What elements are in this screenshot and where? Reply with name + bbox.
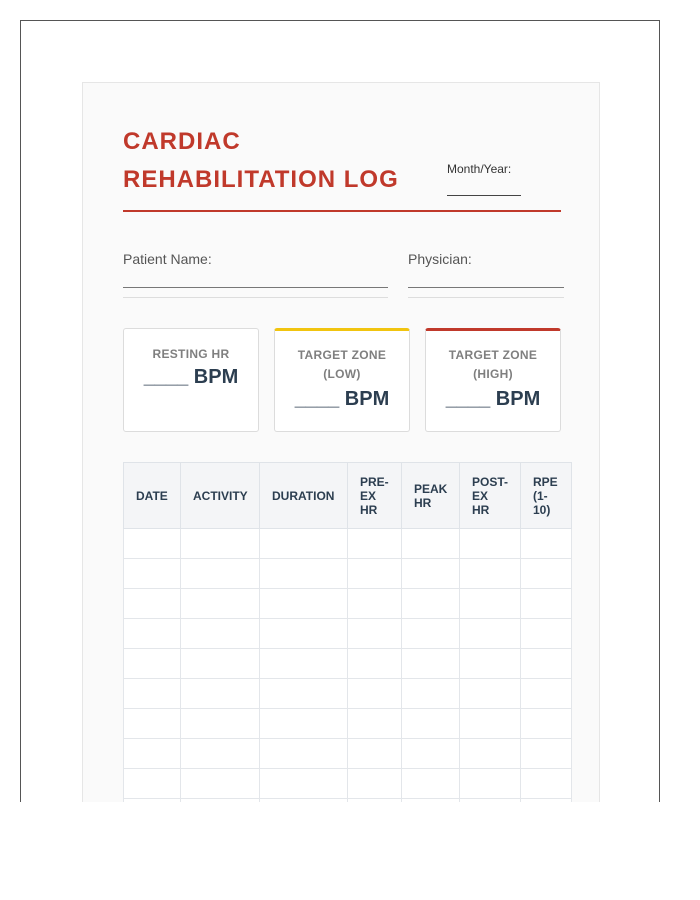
cell-pre-ex-hr[interactable] [348,769,402,799]
cell-date[interactable] [124,679,181,709]
cell-pre-ex-hr[interactable] [348,799,402,803]
cell-post-ex-hr[interactable] [460,799,521,803]
cell-peak-hr[interactable] [402,619,460,649]
cell-peak-hr[interactable] [402,739,460,769]
cell-duration[interactable] [260,769,348,799]
target-zone-low-card [274,328,410,432]
column-header-post-ex-hr: POST-EX HR [460,463,521,529]
cell-date[interactable] [124,529,181,559]
target-zone-high-label: TARGET ZONE (HIGH) [448,348,538,381]
resting-hr-card [123,328,259,432]
cell-rpe[interactable] [521,529,572,559]
cell-date[interactable] [124,739,181,769]
cell-peak-hr[interactable] [402,769,460,799]
cell-post-ex-hr[interactable] [460,619,521,649]
table-row [124,649,572,679]
cell-pre-ex-hr[interactable] [348,649,402,679]
cell-pre-ex-hr[interactable] [348,679,402,709]
cell-duration[interactable] [260,529,348,559]
column-header-date: DATE [124,463,181,529]
cell-duration[interactable] [260,679,348,709]
patient-name-underline [123,297,388,298]
cell-duration[interactable] [260,649,348,679]
physician-underline [408,297,564,298]
cell-activity[interactable] [181,739,260,769]
cell-rpe[interactable] [521,739,572,769]
target-zone-high-value[interactable]: ____ BPM [445,388,541,410]
column-header-activity: ACTIVITY [181,463,260,529]
cell-date[interactable] [124,619,181,649]
cell-date[interactable] [124,799,181,803]
target-zone-low-label: TARGET ZONE (LOW) [297,348,387,381]
cell-post-ex-hr[interactable] [460,649,521,679]
cell-peak-hr[interactable] [402,529,460,559]
table-row [124,619,572,649]
cell-rpe[interactable] [521,769,572,799]
month-year-label: Month/Year: [447,162,512,176]
cell-post-ex-hr[interactable] [460,679,521,709]
cell-activity[interactable] [181,589,260,619]
cell-post-ex-hr[interactable] [460,769,521,799]
table-row [124,679,572,709]
cell-pre-ex-hr[interactable] [348,589,402,619]
rehab-log-table [123,462,572,802]
cell-rpe[interactable] [521,559,572,589]
cell-pre-ex-hr[interactable] [348,529,402,559]
cell-rpe[interactable] [521,589,572,619]
cell-rpe[interactable] [521,649,572,679]
title-line-1: CARDIAC [123,128,241,155]
cell-pre-ex-hr[interactable] [348,559,402,589]
table-row [124,559,572,589]
cell-date[interactable] [124,649,181,679]
cell-rpe[interactable] [521,799,572,803]
cell-duration[interactable] [260,619,348,649]
cell-duration[interactable] [260,739,348,769]
month-year-field[interactable] [447,195,521,196]
cell-peak-hr[interactable] [402,649,460,679]
cell-pre-ex-hr[interactable] [348,709,402,739]
column-header-rpe: RPE (1-10) [521,463,572,529]
cell-post-ex-hr[interactable] [460,739,521,769]
resting-hr-label: RESTING HR [152,347,230,361]
cell-pre-ex-hr[interactable] [348,739,402,769]
cell-activity[interactable] [181,769,260,799]
cell-activity[interactable] [181,679,260,709]
table-row [124,529,572,559]
document-title [123,123,423,199]
physician-field[interactable] [408,287,564,288]
log-sheet [82,82,600,802]
table-row [124,739,572,769]
cell-activity[interactable] [181,649,260,679]
table-body [124,529,572,803]
cell-duration[interactable] [260,589,348,619]
cell-duration[interactable] [260,559,348,589]
cell-activity[interactable] [181,559,260,589]
cell-peak-hr[interactable] [402,559,460,589]
cell-duration[interactable] [260,709,348,739]
cell-date[interactable] [124,769,181,799]
column-header-duration: DURATION [260,463,348,529]
physician-label: Physician: [408,251,472,267]
cell-peak-hr[interactable] [402,709,460,739]
column-header-peak-hr: PEAK HR [402,463,460,529]
header-divider [123,210,561,212]
target-zone-low-value[interactable]: ____ BPM [294,388,390,410]
cell-peak-hr[interactable] [402,589,460,619]
table-header-row [124,463,572,529]
cell-date[interactable] [124,589,181,619]
cell-peak-hr[interactable] [402,679,460,709]
cell-rpe[interactable] [521,709,572,739]
cell-post-ex-hr[interactable] [460,529,521,559]
column-header-pre-ex-hr: PRE-EX HR [348,463,402,529]
title-line-2: REHABILITATION LOG [123,166,399,193]
target-zone-high-card [425,328,561,432]
cell-date[interactable] [124,709,181,739]
cell-activity[interactable] [181,529,260,559]
patient-name-label: Patient Name: [123,251,212,267]
cell-date[interactable] [124,559,181,589]
cell-activity[interactable] [181,709,260,739]
table-row [124,769,572,799]
cell-activity[interactable] [181,619,260,649]
cell-peak-hr[interactable] [402,799,460,803]
resting-hr-value[interactable]: ____ BPM [143,366,239,388]
cell-rpe[interactable] [521,619,572,649]
cell-post-ex-hr[interactable] [460,559,521,589]
cell-post-ex-hr[interactable] [460,589,521,619]
cell-rpe[interactable] [521,679,572,709]
cell-duration[interactable] [260,799,348,803]
cell-post-ex-hr[interactable] [460,709,521,739]
table-row [124,799,572,803]
page-frame [20,20,660,802]
patient-name-field[interactable] [123,287,388,288]
table-row [124,589,572,619]
cell-pre-ex-hr[interactable] [348,619,402,649]
cell-activity[interactable] [181,799,260,803]
table-row [124,709,572,739]
